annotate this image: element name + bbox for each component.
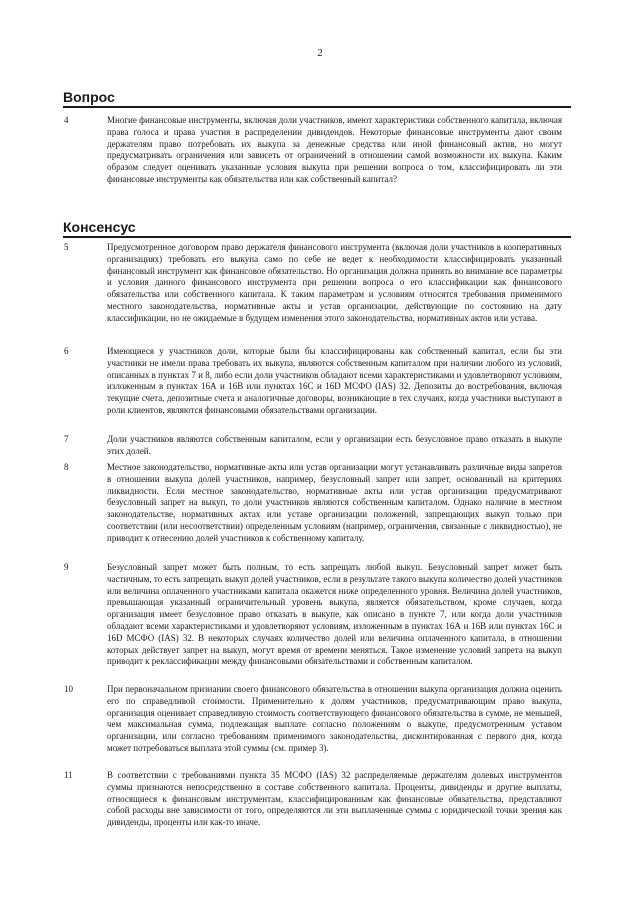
- paragraph-text: При первоначальном признании своего финансового обязательства в отношении выкупа организация должна оценить его по справедливой стоимости. Применительно к долям участников, предусматривающим право выкупа, организация оценивает справедливую стоимость соответствующего финансового обязательства в сумме, не меньшей, чем максимальная сумма, подлежащая выплате согласно положениям о выкупе, предусмотренным уставом организации, или согласно требованиям применимого законодательства, дисконтированная с первого дня, когда может потребоваться выплата этой суммы (см. пример 3).: [107, 684, 562, 753]
- paragraph-text: Доли участников являются собственным капиталом, если у организации есть безусловное право отказать в выкупе этих долей.: [107, 434, 562, 456]
- paragraph-text: Безусловный запрет может быть полным, то есть запрещать любой выкуп. Безусловный запрет может быть частичным, то есть запрещать выкуп долей участников, если в результате такого выкупа количество долей участников или величина оплаченного участниками капитала окажется ниже определенного уровня. Величина долей участников, превышающая указанный ограничительный уровень выкупа, является обязательством, кроме случаев, когда организация имеет безусловное право отказать в выкупе, как описано в пункте 7, или когда доли участников обладают всеми характеристиками и удовлетворяют условиям, изложенным в пунктах 16А и 16В или пунктах 16С и 16D МСФО (IAS) 32. В некоторых случаях количество долей или величина оплаченного капитала, в отношении которых действует запрет на выкуп, могут время от времени меняться. Такое изменение условий запрета на выкуп приводит к реклассификации между финансовыми обязательствами и собственным капиталом.: [107, 562, 562, 667]
- paragraph-number: 10: [64, 684, 73, 694]
- paragraph-text: Предусмотренное договором право держателя финансового инструмента (включая доли участников в кооперативных организациях) требовать его выкупа само по себе не ведет к необходимости классифицировать указанный финансовый инструмент как финансовое обязательство. Но организация должна принять во внимание все параметры и условия данного финансового инструмента при решении вопроса о его классификации как финансового обязательства или собственного капитала. К таким параметрам и условиям относятся требования применимого местного законодательства, нормативные акты и устав организации, действующие по состоянию на дату классификации, но не ожидаемые в будущем изменения этого законодательства, нормативных актов или устава.: [107, 242, 562, 323]
- question-heading: Вопрос: [63, 89, 571, 108]
- paragraph-text: Имеющиеся у участников доли, которые были бы классифицированы как собственный капитал, если бы эти участники не имели права требовать их выкупа, являются собственным капиталом при наличии любого из условий, описанных в пунктах 7 и 8, либо если доли участников обладают всеми характеристиками и удовлетворяют условиям, изложенным в пунктах 16А и 16В или пунктах 16С и 16D МСФО (IAS) 32. Депозиты до востребования, включая текущие счета, депозитные счета и аналогичные договоры, возникающие в тех случаях, когда участники выступают в роли клиентов, являются финансовыми обязательствами организации.: [107, 346, 562, 415]
- paragraph-text: В соответствии с требованиями пункта 35 МСФО (IAS) 32 распределяемые держателям долевых инструментов суммы признаются непосредственно в составе собственного капитала. Проценты, дивиденды и другие выплаты, относящиеся к финансовым инструментам, классифицированным как финансовые обязательства, представляют собой расходы вне зависимости от того, определяются ли эти выплаченные суммы с юридической точки зрения как дивиденды, проценты или как-то иначе.: [107, 770, 562, 828]
- paragraph-number: 9: [64, 562, 69, 572]
- paragraph-text: Местное законодательство, нормативные акты или устав организации могут устанавливать различные виды запретов в отношении выкупа долей участников, например, безусловный запрет или запрет, основанный на критериях ликвидности. Если местное законодательство, нормативные акты или устав организации предусматривают безусловный запрет на выкуп, то доли участников являются собственным капиталом. Однако наличие в местном законодательстве, нормативных актах или уставе организации положений, запрещающих выкуп только при соответствии (или несоответствии) определенным условиям (например, ограничения, связанные с ликвидностью), не приводит к отнесению долей участников к собственному капиталу.: [107, 462, 562, 543]
- paragraph-number: 6: [64, 346, 69, 356]
- paragraph-number: 7: [64, 434, 69, 444]
- paragraph-number: 8: [64, 462, 69, 472]
- paragraph-number: 11: [64, 770, 73, 780]
- paragraph-text: Многие финансовые инструменты, включая доли участников, имеют характеристики собственного капитала, включая права голоса и права участия в распределении дивидендов. Некоторые финансовые инструменты дают своим держателям право потребовать их выкупа за денежные средства или иной финансовый актив, но могут предусматривать ограничения или зависеть от ограничений в отношении самой возможности их выкупа. Каким образом следует оценивать указанные условия выкупа при решении вопроса о том, классифицировать ли эти финансовые инструменты как обязательства или как собственный капитал?: [107, 115, 562, 184]
- paragraph-number: 5: [64, 242, 69, 252]
- consensus-heading: Консенсус: [63, 219, 571, 238]
- page-number: 2: [317, 47, 323, 59]
- paragraph-number: 4: [64, 115, 69, 125]
